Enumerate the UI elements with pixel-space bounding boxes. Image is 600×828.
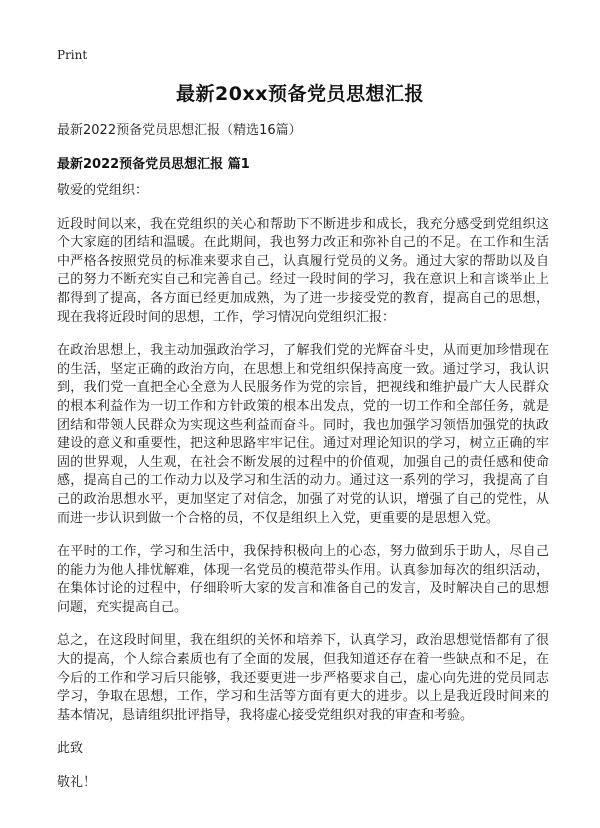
document-title: 最新20xx预备党员思想汇报 <box>176 83 424 105</box>
body-paragraph: 近段时间以来，我在党组织的关心和帮助下不断进步和成长，我充分感受到党组织这个大家庭的团结和温暖。在此期间，我也努力改正和弥补自己的不足。在工作和生活中严格各按照党员的标准来要求自己，认真履行党员的义务。通过大家的帮助以及自己的努力不断充实自己和完善自己。经过一段时间的学习，我在意识上和言谈举止上都得到了提高，各方面已经更加成熟，为了进一步接受党的教育，提高自己的思想，现在我将近段时间的思想，工作，学习情况向党组织汇报： <box>57 216 549 325</box>
closing-salute: 敬礼！ <box>57 775 97 791</box>
section-heading: 最新2022预备党员思想汇报 篇1 <box>57 157 250 172</box>
body-paragraph: 在平时的工作，学习和生活中，我保持积极向上的心态，努力做到乐于助人，尽自己的能力为他人排忧解难，体现一名党员的模范带头作用。认真参加每次的组织活动，在集体讨论的过程中，仔细聆听大家的发言和准备自己的发言，及时解决自己的思想问题，充实提高自己。 <box>57 544 549 615</box>
document-body <box>57 182 549 808</box>
closing-line: 此致 <box>57 741 84 757</box>
body-paragraph: 总之，在这段时间里，我在组织的关怀和培养下，认真学习，政治思想觉悟都有了很大的提高，个人综合素质也有了全面的发展，但我知道还存在着一些缺点和不足，在今后的工作和学习后只能够，我还要更进一步严格要求自己，虚心向先进的党员同志学习，争取在思想，工作，学习和生活等方面有更大的进步。以上是我近段时间来的基本情况，恳请组织批评指导，我将虚心接受党组织对我的审查和考验。 <box>57 633 549 723</box>
salutation: 敬爱的党组织： <box>57 183 149 198</box>
print-link[interactable]: Print <box>57 48 88 62</box>
document-subtitle: 最新2022预备党员思想汇报（精选16篇） <box>57 123 302 138</box>
body-paragraph: 在政治思想上，我主动加强政治学习，了解我们党的光辉奋斗史，从而更加珍惜现在的生活，坚定正确的政治方向，在思想上和党组织保持高度一致。通过学习，我认识到，我们党一直把全心全意为人民服务作为党的宗旨，把视线和维护最广大人民群众的根本利益作为一切工作和方针政策的根本出发点，党的一切工作和全部任务，就是团结和带领人民群众为实现这些利益而奋斗。同时，我也加强学习领悟加强党的执政建设的意义和重要性，把这种思路牢牢记住。通过对理论知识的学习，树立正确的牢固的世界观，人生观，在社会不断发展的过程中的价值观，加强自己的责任感和使命感，提高自己的工作动力以及学习和生活的动力。通过这一系列的学习，我提高了自己的政治思想水平，更加坚定了对信念，加强了对党的认识，增强了自己的党性，从而进一步认识到做一个合格的员，不仅是组织上入党，更重要的是思想入党。 <box>57 343 549 526</box>
